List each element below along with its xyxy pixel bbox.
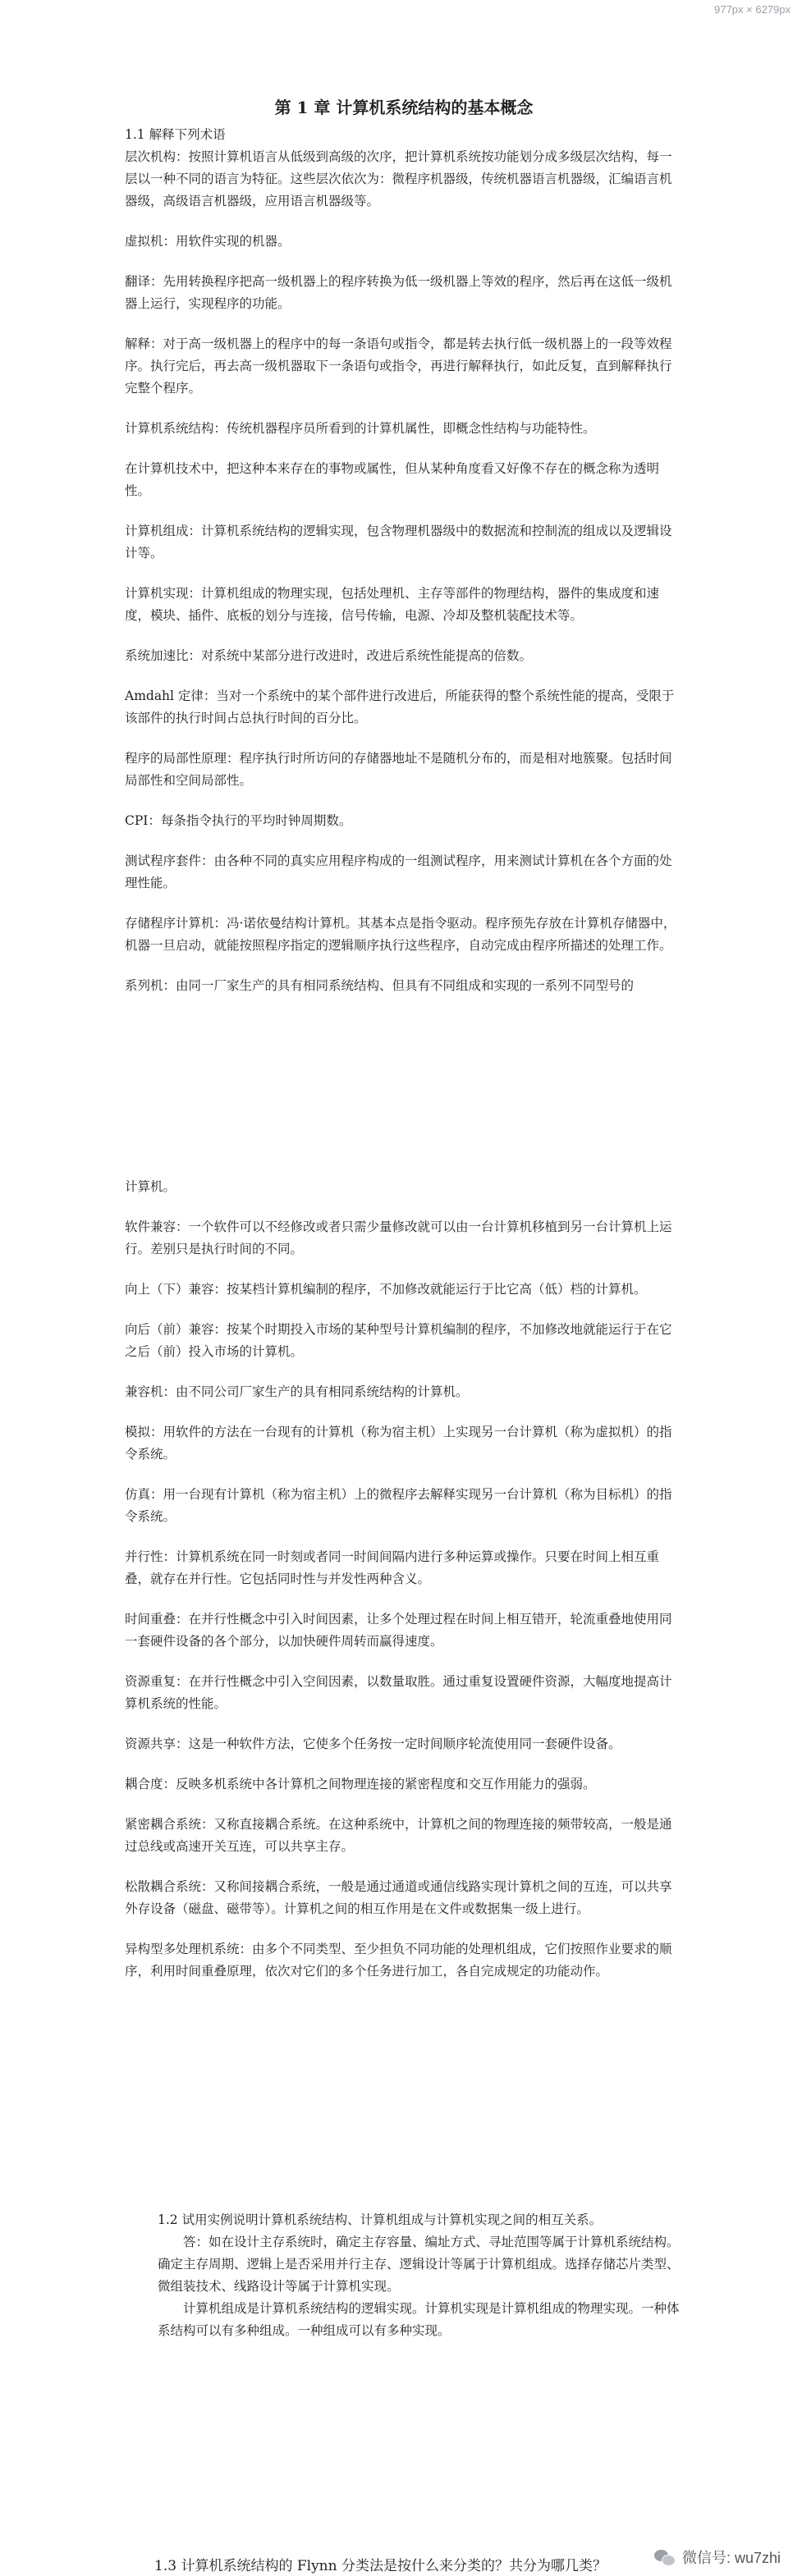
page-break-gap bbox=[125, 1983, 683, 2209]
term-paragraph: 存储程序计算机：冯·诺依曼结构计算机。其基本点是指令驱动。程序预先存放在计算机存储器中，机器一旦启动，就能按照程序指定的逻辑顺序执行这些程序，自动完成由程序所描述的处理工作。 bbox=[125, 916, 676, 953]
term-paragraph: 系列机：由同一厂家生产的具有相同系统结构、但具有不同组成和实现的一系列不同型号的 bbox=[125, 978, 635, 993]
question-1-3: 1.3 计算机系统结构的 Flynn 分类法是按什么来分类的？共分为哪几类？ bbox=[154, 2558, 607, 2574]
term-paragraph: 仿真：用一台现有计算机（称为宿主机）上的微程序去解释实现另一台计算机（称为目标机）的指令系统。 bbox=[125, 1487, 672, 1524]
term-paragraph: 紧密耦合系统：又称直接耦合系统。在这种系统中，计算机之间的物理连接的频带较高，一般是通过总线或高速开关互连，可以共享主存。 bbox=[125, 1817, 672, 1854]
wechat-icon bbox=[654, 2548, 676, 2566]
section-heading: 1.1 解释下列术语 bbox=[125, 127, 226, 142]
term-paragraph: 虚拟机：用软件实现的机器。 bbox=[125, 234, 291, 249]
term-paragraph: 耦合度：反映多机系统中各计算机之间物理连接的紧密程度和交互作用能力的强弱。 bbox=[125, 1777, 596, 1791]
term-paragraph: 解释：对于高一级机器上的程序中的每一条语句或指令，都是转去执行低一级机器上的一段等效程序。执行完后，再去高一级机器取下一条语句或指令，再进行解释执行，如此反复，直到解释执行完整个程序。 bbox=[125, 336, 672, 396]
document-page bbox=[125, 97, 683, 2342]
term-paragraph: CPI：每条指令执行的平均时钟周期数。 bbox=[125, 813, 352, 828]
term-paragraph: 向后（前）兼容：按某个时期投入市场的某种型号计算机编制的程序，不加修改地就能运行于在它之后（前）投入市场的计算机。 bbox=[125, 1322, 672, 1359]
term-paragraph: Amdahl 定律：当对一个系统中的某个部件进行改进后，所能获得的整个系统性能的提高，受限于该部件的执行时间占总执行时间的百分比。 bbox=[125, 689, 675, 725]
term-paragraph: 模拟：用软件的方法在一台现有的计算机（称为宿主机）上实现另一台计算机（称为虚拟机）的指令系统。 bbox=[125, 1425, 672, 1462]
term-paragraph: 系统加速比：对系统中某部分进行改进时，改进后系统性能提高的倍数。 bbox=[125, 648, 533, 663]
term-paragraph: 时间重叠：在并行性概念中引入时间因素，让多个处理过程在时间上相互错开，轮流重叠地使用同一套硬件设备的各个部分，以加快硬件周转而赢得速度。 bbox=[125, 1612, 672, 1649]
term-paragraph: 软件兼容：一个软件可以不经修改或者只需少量修改就可以由一台计算机移植到另一台计算机上运行。差别只是执行时间的不同。 bbox=[125, 1219, 672, 1256]
continuation-text: 计算机。 bbox=[125, 1179, 176, 1194]
term-paragraph: 翻译：先用转换程序把高一级机器上的程序转换为低一级机器上等效的程序，然后再在这低一级机器上运行，实现程序的功能。 bbox=[125, 274, 672, 311]
term-paragraph: 并行性：计算机系统在同一时刻或者同一时间间隔内进行多种运算或操作。只要在时间上相互重叠，就存在并行性。它包括同时性与并发性两种含义。 bbox=[125, 1549, 660, 1586]
watermark-text: 微信号: wu7zhi bbox=[681, 2550, 781, 2566]
term-paragraph: 计算机实现：计算机组成的物理实现，包括处理机、主存等部件的物理结构，器件的集成度和速度，模块、插件、底板的划分与连接，信号传输，电源、冷却及整机装配技术等。 bbox=[125, 586, 660, 623]
term-paragraph: 层次机构：按照计算机语言从低级到高级的次序，把计算机系统按功能划分成多级层次结构，每一层以一种不同的语言为特征。这些层次依次为：微程序机器级，传统机器语言机器级，汇编语言机器级，高级语言机器级，应用语言机器级等。 bbox=[125, 149, 672, 208]
term-paragraph: 资源重复：在并行性概念中引入空间因素，以数量取胜。通过重复设置硬件资源，大幅度地提高计算机系统的性能。 bbox=[125, 1674, 672, 1711]
term-paragraph: 松散耦合系统：又称间接耦合系统，一般是通过通道或通信线路实现计算机之间的互连，可以共享外存设备（磁盘、磁带等）。计算机之间的相互作用是在文件或数据集一级上进行。 bbox=[125, 1879, 672, 1916]
term-paragraph: 向上（下）兼容：按某档计算机编制的程序，不加修改就能运行于比它高（低）档的计算机。 bbox=[125, 1282, 647, 1297]
wechat-watermark bbox=[649, 2545, 786, 2569]
term-paragraph: 计算机组成：计算机系统结构的逻辑实现，包含物理机器级中的数据流和控制流的组成以及逻辑设计等。 bbox=[125, 524, 672, 560]
term-paragraph: 兼容机：由不同公司厂家生产的具有相同系统结构的计算机。 bbox=[125, 1384, 469, 1399]
question-text: 1.2 试用实例说明计算机系统结构、计算机组成与计算机实现之间的相互关系。 bbox=[158, 2212, 603, 2227]
term-paragraph: 测试程序套件：由各种不同的真实应用程序构成的一组测试程序，用来测试计算机在各个方面的处理性能。 bbox=[125, 853, 672, 890]
page-break-gap bbox=[125, 997, 683, 1176]
question-1-2 bbox=[158, 2209, 683, 2342]
term-paragraph: 程序的局部性原理：程序执行时所访问的存储器地址不是随机分布的，而是相对地簇聚。包括时间局部性和空间局部性。 bbox=[125, 751, 672, 788]
term-paragraph: 异构型多处理机系统：由多个不同类型、至少担负不同功能的处理机组成，它们按照作业要求的顺序，利用时间重叠原理，依次对它们的多个任务进行加工，各自完成规定的功能动作。 bbox=[125, 1942, 672, 1979]
term-paragraph: 资源共享：这是一种软件方法，它使多个任务按一定时间顺序轮流使用同一套硬件设备。 bbox=[125, 1736, 621, 1751]
answer-paragraph: 答：如在设计主存系统时，确定主存容量、编址方式、寻址范围等属于计算机系统结构。确定主存周期、逻辑上是否采用并行主存、逻辑设计等属于计算机组成。选择存储芯片类型、微组装技术、线路设计等属于计算机实现。 bbox=[158, 2235, 680, 2294]
term-paragraph: 计算机系统结构：传统机器程序员所看到的计算机属性，即概念性结构与功能特性。 bbox=[125, 421, 596, 436]
chapter-title: 第 1 章 计算机系统结构的基本概念 bbox=[274, 98, 534, 117]
image-dimensions-label: 977px × 6279px bbox=[714, 3, 791, 16]
term-paragraph: 在计算机技术中，把这种本来存在的事物或属性，但从某种角度看又好像不存在的概念称为透明性。 bbox=[125, 461, 660, 498]
answer-paragraph: 计算机组成是计算机系统结构的逻辑实现。计算机实现是计算机组成的物理实现。一种体系结构可以有多种组成。一种组成可以有多种实现。 bbox=[158, 2301, 680, 2338]
